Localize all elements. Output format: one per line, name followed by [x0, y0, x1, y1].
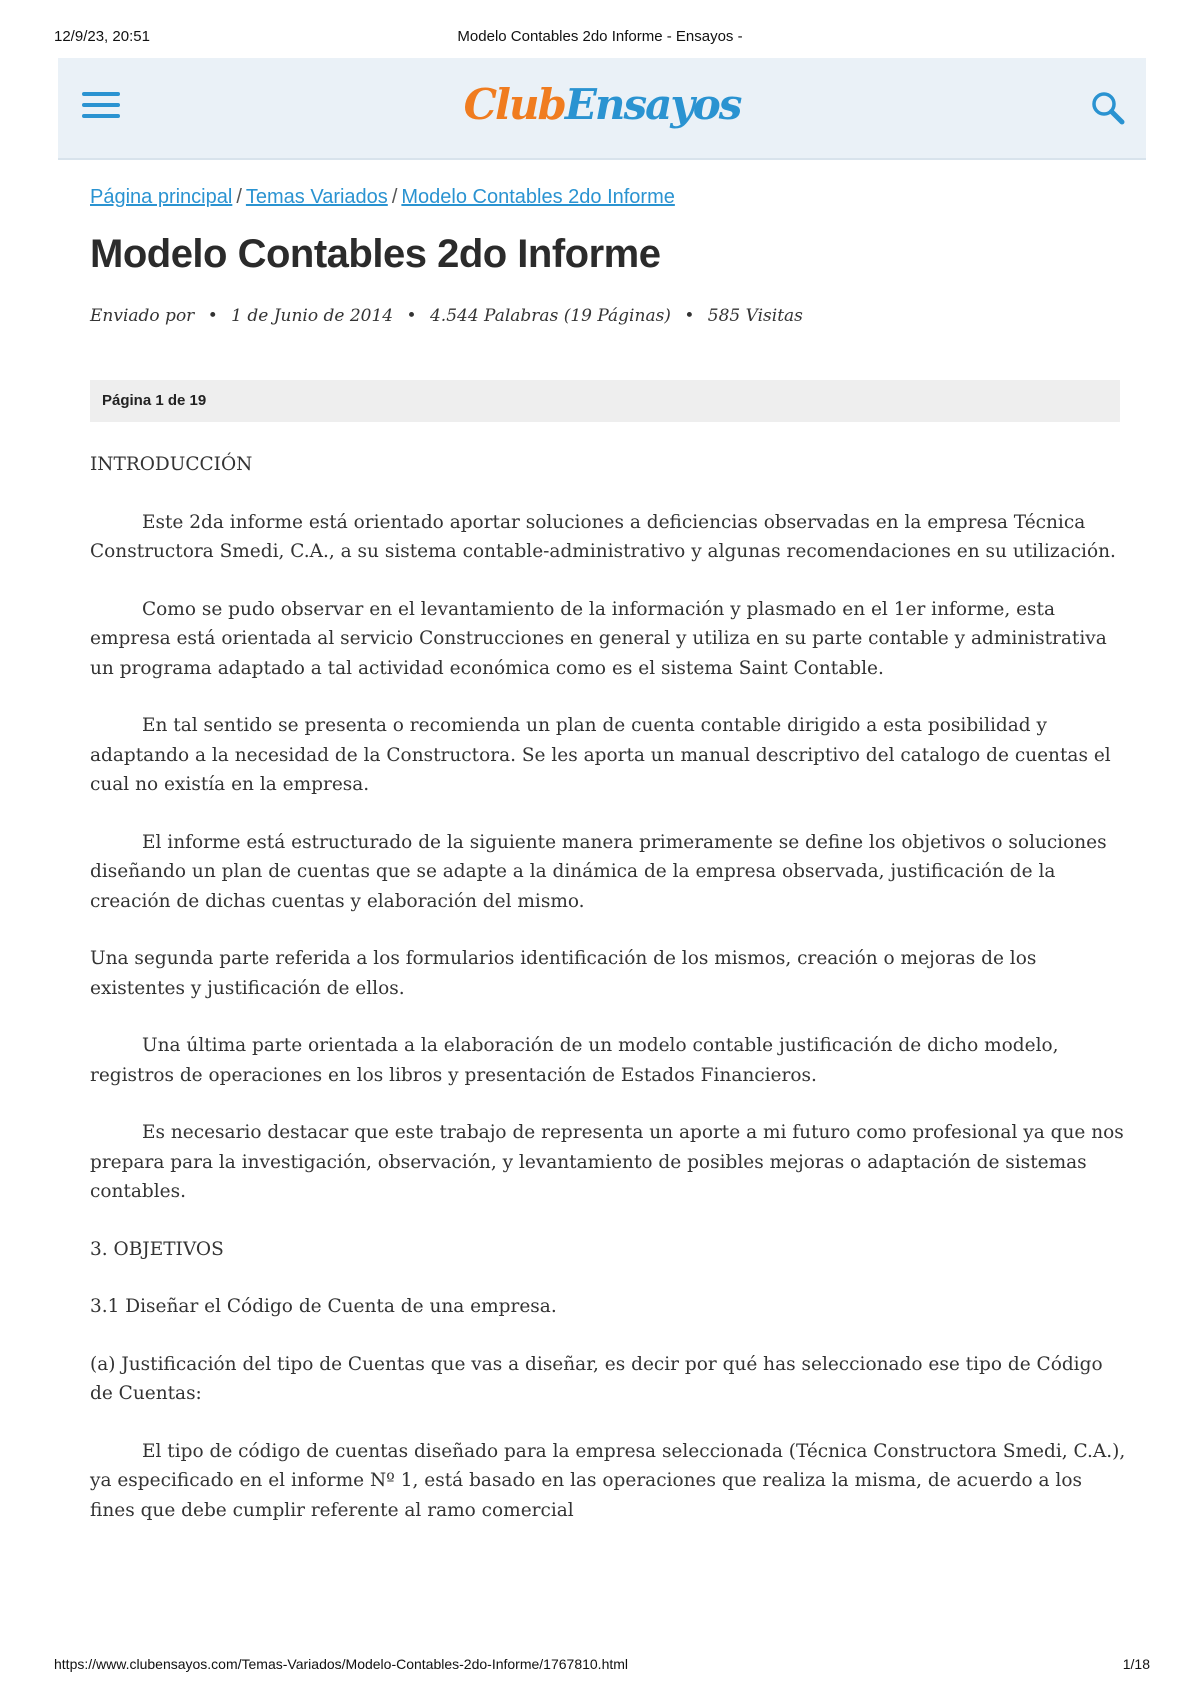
- page-indicator-banner: [90, 380, 1120, 422]
- section-heading: 3. OBJETIVOS: [90, 1238, 224, 1260]
- meta-visits: 585 Visitas: [707, 306, 803, 326]
- search-icon[interactable]: [1088, 88, 1128, 128]
- meta-sent-by: Enviado por: [90, 306, 195, 326]
- paragraph: El informe está estructurado de la siguiente manera primeramente se define los objetivos o soluciones diseñando un plan de cuentas que se adapte a la dinámica de la empresa observada, justificación de la creación de dichas cuentas y elaboración del mismo.: [90, 831, 1107, 912]
- breadcrumb-separator: /: [391, 186, 398, 208]
- meta-bullet: •: [207, 306, 218, 326]
- paragraph: (a) Justificación del tipo de Cuentas que vas a diseñar, es decir por qué has seleccionado ese tipo de Código de Cuentas:: [90, 1353, 1103, 1404]
- meta-words: 4.544 Palabras (19 Páginas): [429, 306, 671, 326]
- article-meta: [90, 306, 803, 326]
- print-date: 12/9/23, 20:51: [54, 28, 150, 45]
- print-page-number: 1/18: [1122, 1656, 1150, 1672]
- paragraph: Una segunda parte referida a los formularios identificación de los mismos, creación o mejoras de los existentes y justificación de ellos.: [90, 948, 1037, 999]
- paragraph: INTRODUCCIÓN: [90, 454, 253, 475]
- meta-bullet: •: [406, 306, 417, 326]
- print-url: https://www.clubensayos.com/Temas-Variados/Modelo-Contables-2do-Informe/1767810.html: [54, 1656, 629, 1672]
- paragraph: Como se pudo observar en el levantamiento de la información y plasmado en el 1er informe, esta empresa está orientada al servicio Construcciones en general y utiliza en su parte contable y administrativa un programa adaptado a tal actividad económica como es el sistema Saint Contable.: [90, 598, 1107, 679]
- breadcrumb: [90, 186, 675, 209]
- paragraph: Una última parte orientada a la elaboración de un modelo contable justificación de dicho modelo, registros de operaciones en los libros y presentación de Estados Financieros.: [90, 1035, 1059, 1086]
- breadcrumb-separator: /: [236, 186, 242, 208]
- subsection-heading: 3.1 Diseñar el Código de Cuenta de una empresa.: [90, 1296, 557, 1317]
- page-title: Modelo Contables 2do Informe: [90, 232, 661, 276]
- breadcrumb-home-link[interactable]: Página principal: [90, 186, 233, 208]
- logo-club: Club: [463, 80, 565, 129]
- paragraph: En tal sentido se presenta o recomienda un plan de cuenta contable dirigido a esta posibilidad y adaptando a la necesidad de la Constructora. Se les aporta un manual descriptivo del catalogo de cuentas el cual no existía en la empresa.: [90, 715, 1111, 795]
- paragraph: Este 2da informe está orientado aportar soluciones a deficiencias observadas en la empresa Técnica Constructora Smedi, C.A., a su sistema contable-administrativo y algunas recomendaciones en su utilización.: [90, 511, 1116, 562]
- meta-date: 1 de Junio de 2014: [231, 306, 394, 326]
- print-header: [0, 0, 1200, 45]
- site-header: [58, 58, 1146, 160]
- breadcrumb-category-link[interactable]: Temas Variados: [245, 186, 388, 208]
- paragraph: Es necesario destacar que este trabajo de representa un aporte a mi futuro como profesional ya que nos prepara para la investigación, observación, y levantamiento de posibles mejoras o adaptación de sistemas contables.: [90, 1122, 1124, 1202]
- paragraph: El tipo de código de cuentas diseñado para la empresa seleccionada (Técnica Constructora Smedi, C.A.), ya especificado en el informe Nº 1, está basado en las operaciones que realiza la misma, de acuerdo a los fines que debe cumplir referente al ramo comercial: [90, 1440, 1126, 1521]
- page-indicator: Página 1 de 19: [102, 392, 207, 409]
- meta-bullet: •: [684, 306, 695, 326]
- breadcrumb-current-link[interactable]: Modelo Contables 2do Informe: [401, 186, 675, 208]
- print-page-title: Modelo Contables 2do Informe - Ensayos -: [457, 28, 743, 45]
- article-body: [90, 450, 1130, 1553]
- site-logo[interactable]: [58, 80, 1146, 129]
- logo-ensayos: Ensayos: [564, 80, 741, 129]
